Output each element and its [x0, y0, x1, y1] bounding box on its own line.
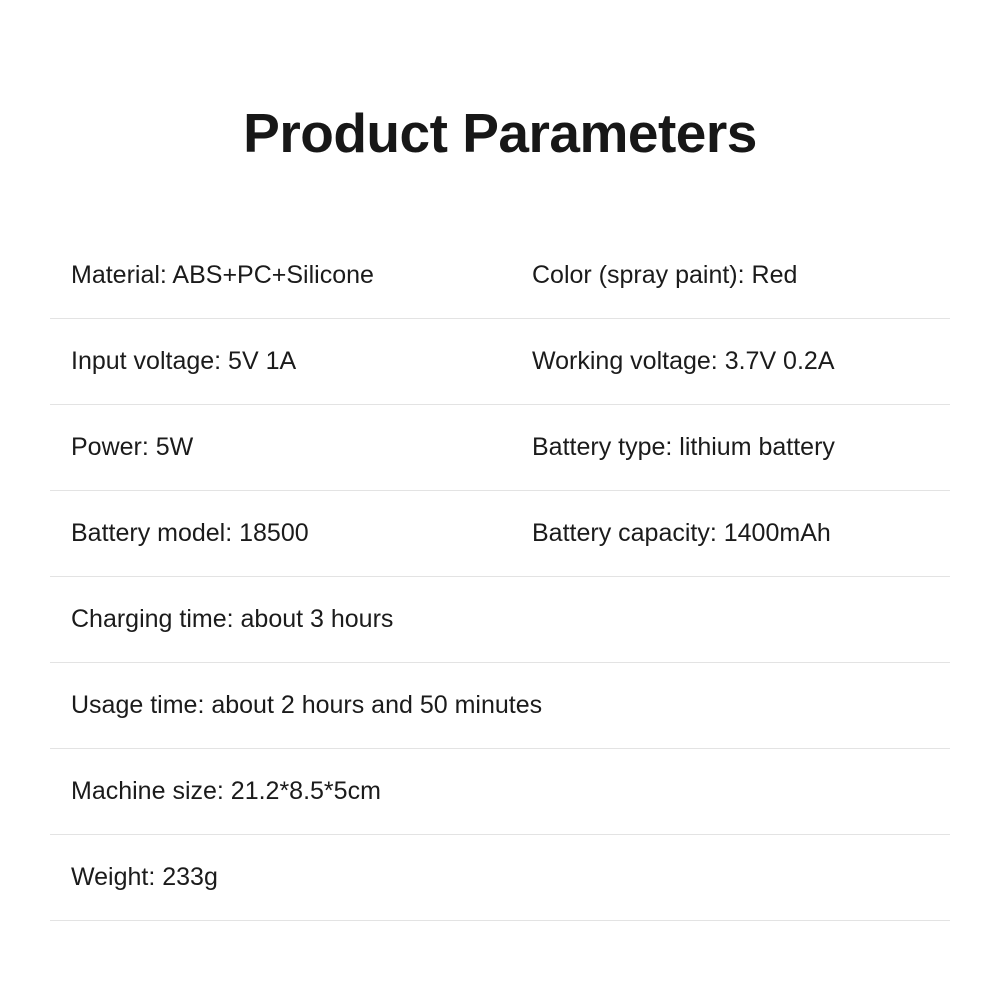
divider [49, 919, 951, 922]
spec-label-battery-capacity: Battery capacity: 1400mAh [532, 518, 831, 547]
spec-label-battery-type: Battery type: lithium battery [532, 432, 835, 461]
divider-line [50, 748, 950, 749]
table-row [49, 234, 951, 317]
table-row [49, 836, 951, 919]
divider-line [50, 318, 950, 319]
table-row [49, 320, 951, 403]
spec-label-weight: Weight: 233g [71, 862, 218, 891]
table-row [49, 664, 951, 747]
specifications-table [49, 234, 951, 922]
table-row [49, 750, 951, 833]
spec-label-charging-time: Charging time: about 3 hours [71, 604, 394, 633]
page-title: Product Parameters [243, 102, 757, 164]
divider-line [50, 576, 950, 577]
divider-line [50, 404, 950, 405]
table-row [49, 406, 951, 489]
specifications-table-body [49, 234, 951, 922]
spec-label-working-voltage: Working voltage: 3.7V 0.2A [532, 346, 835, 375]
spec-label-power: Power: 5W [71, 432, 194, 461]
spec-label-input-voltage: Input voltage: 5V 1A [71, 346, 297, 375]
spec-label-battery-model: Battery model: 18500 [71, 518, 309, 547]
spec-label-material: Material: ABS+PC+Silicone [71, 260, 374, 289]
spec-label-usage-time: Usage time: about 2 hours and 50 minutes [71, 690, 543, 719]
divider-line [50, 920, 950, 921]
divider-line [50, 662, 950, 663]
table-row [49, 492, 951, 575]
spec-label-machine-size: Machine size: 21.2*8.5*5cm [71, 776, 381, 805]
divider-line [50, 490, 950, 491]
divider-line [50, 834, 950, 835]
table-row-divider [49, 919, 951, 922]
spec-label-color: Color (spray paint): Red [532, 260, 798, 289]
table-row [49, 578, 951, 661]
